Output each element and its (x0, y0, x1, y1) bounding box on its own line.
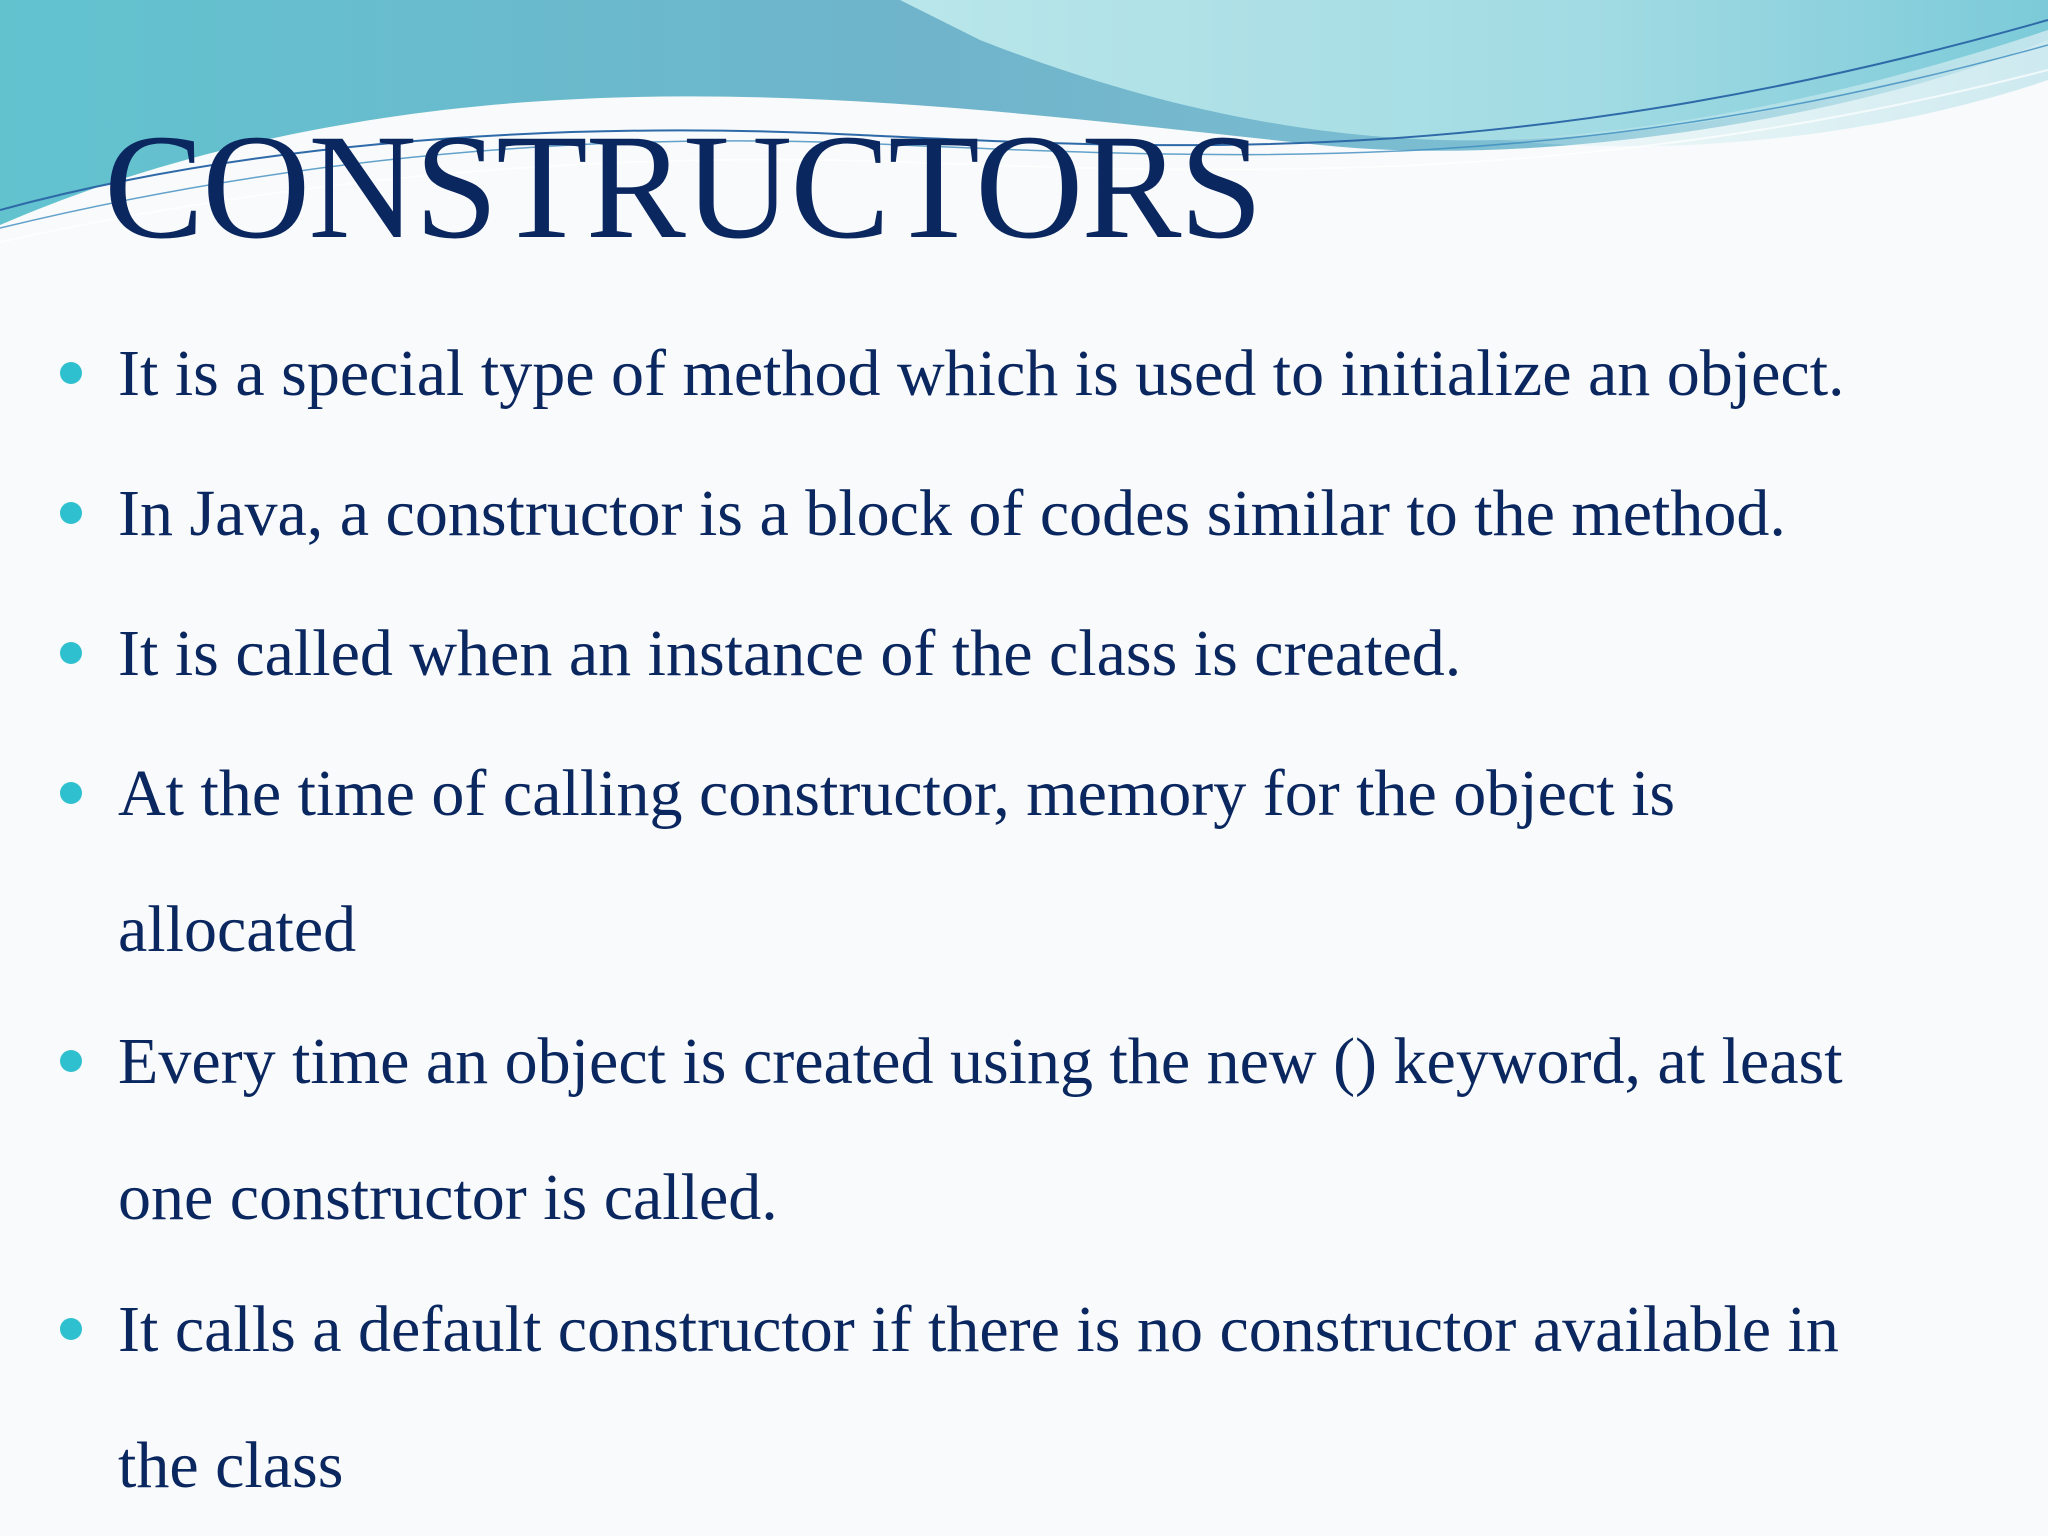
bullet-text: It calls a default constructor if there is no constructor available in (118, 1293, 1839, 1366)
bullet-dot-icon (60, 502, 82, 524)
bullet-text-continued: allocated (118, 893, 357, 966)
bullet-text-continued: the class (118, 1429, 344, 1502)
bullet-dot-icon (60, 1318, 82, 1340)
bullet-text: Every time an object is created using the new () keyword, at least (118, 1025, 1843, 1098)
bullet-dot-icon (60, 782, 82, 804)
bullet-dot-icon (60, 362, 82, 384)
bullet-item (118, 1262, 1998, 1534)
bullet-text: It is called when an instance of the class is created. (118, 617, 1462, 690)
bullet-item (118, 446, 1998, 582)
bullet-item (118, 586, 1998, 722)
bullet-item (118, 726, 1998, 998)
bullet-text: It is a special type of method which is used to initialize an object. (118, 337, 1845, 410)
bullet-text-continued: one constructor is called. (118, 1161, 778, 1234)
bullet-dot-icon (60, 1050, 82, 1072)
slide-title: CONSTRUCTORS (104, 104, 1261, 270)
bullet-text: At the time of calling constructor, memory for the object is (118, 757, 1676, 830)
bullet-text: In Java, a constructor is a block of codes similar to the method. (118, 477, 1786, 550)
bullet-item (118, 994, 1998, 1266)
bullet-item (118, 306, 1998, 442)
bullet-dot-icon (60, 642, 82, 664)
